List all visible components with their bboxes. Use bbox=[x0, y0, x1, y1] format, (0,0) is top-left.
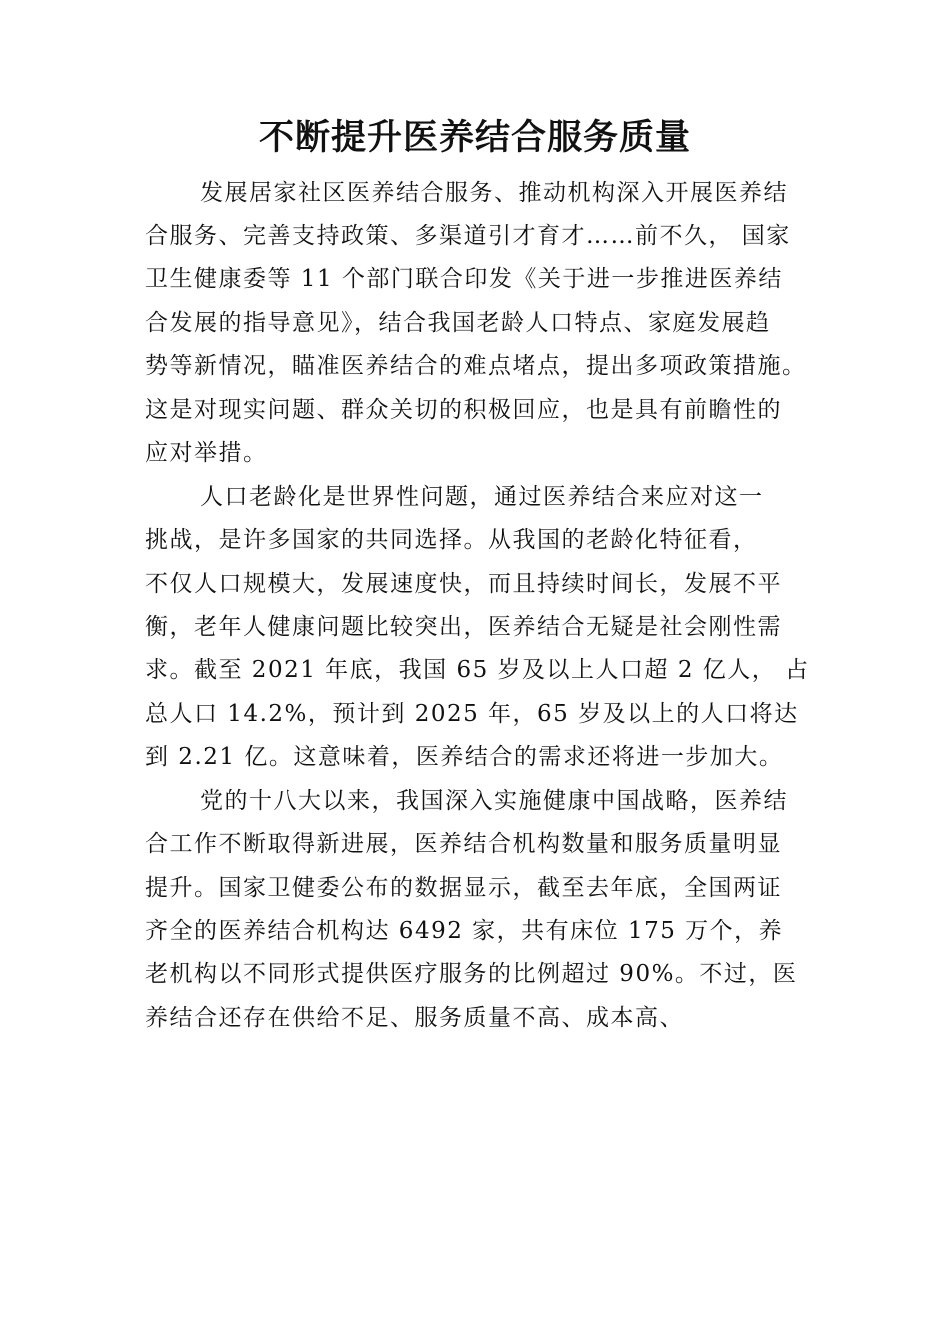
paragraph-2-line-5: 求。截至 2021 年底，我国 65 岁及以上人口超 2 亿人， 占 bbox=[145, 657, 810, 683]
paragraph-2-line-7: 到 2.21 亿。这意味着，医养结合的需求还将进一步加大。 bbox=[145, 744, 784, 770]
paragraph-2-line-1: 人口老龄化是世界性问题，通过医养结合来应对这一 bbox=[200, 484, 764, 510]
paragraph-1-line-4: 合发展的指导意见》，结合我国老龄人口特点、家庭发展趋 bbox=[145, 310, 771, 336]
paragraph-3-line-4: 齐全的医养结合机构达 6492 家，共有床位 175 万个，养 bbox=[145, 918, 784, 944]
paragraph-1-line-6: 这是对现实问题、群众关切的积极回应，也是具有前瞻性的 bbox=[145, 397, 782, 423]
paragraph-3-line-1: 党的十八大以来，我国深入实施健康中国战略，医养结 bbox=[200, 788, 788, 814]
paragraph-1-line-3: 卫生健康委等 11 个部门联合印发《关于进一步推进医养结 bbox=[145, 266, 783, 292]
paragraph-3-line-2: 合工作不断取得新进展，医养结合机构数量和服务质量明显 bbox=[145, 831, 782, 857]
paragraph-2-line-6: 总人口 14.2%，预计到 2025 年，65 岁及以上的人口将达 bbox=[145, 701, 799, 727]
paragraph-3-line-3: 提升。国家卫健委公布的数据显示，截至去年底，全国两证 bbox=[145, 875, 782, 901]
paragraph-3-line-5: 老机构以不同形式提供医疗服务的比例超过 90%。不过，医 bbox=[145, 961, 798, 987]
paragraph-1-line-7: 应对举措。 bbox=[145, 440, 268, 466]
paragraph-1-line-2: 合服务、完善支持政策、多渠道引才育才……前不久， 国家 bbox=[145, 223, 791, 249]
paragraph-3-line-6: 养结合还存在供给不足、服务质量不高、成本高、 bbox=[145, 1005, 684, 1031]
paragraph-2-line-4: 衡，老年人健康问题比较突出，医养结合无疑是社会刚性需 bbox=[145, 614, 782, 640]
paragraph-1-line-1: 发展居家社区医养结合服务、推动机构深入开展医养结 bbox=[200, 180, 788, 206]
page-title: 不断提升医养结合服务质量 bbox=[258, 118, 691, 158]
paragraph-2-line-3: 不仅人口规模大，发展速度快，而且持续时间长，发展不平 bbox=[145, 571, 782, 597]
paragraph-1-line-5: 势等新情况，瞄准医养结合的难点堵点，提出多项政策措施。 bbox=[145, 353, 807, 379]
paragraph-2-line-2: 挑战，是许多国家的共同选择。从我国的老龄化特征看， bbox=[145, 527, 758, 553]
